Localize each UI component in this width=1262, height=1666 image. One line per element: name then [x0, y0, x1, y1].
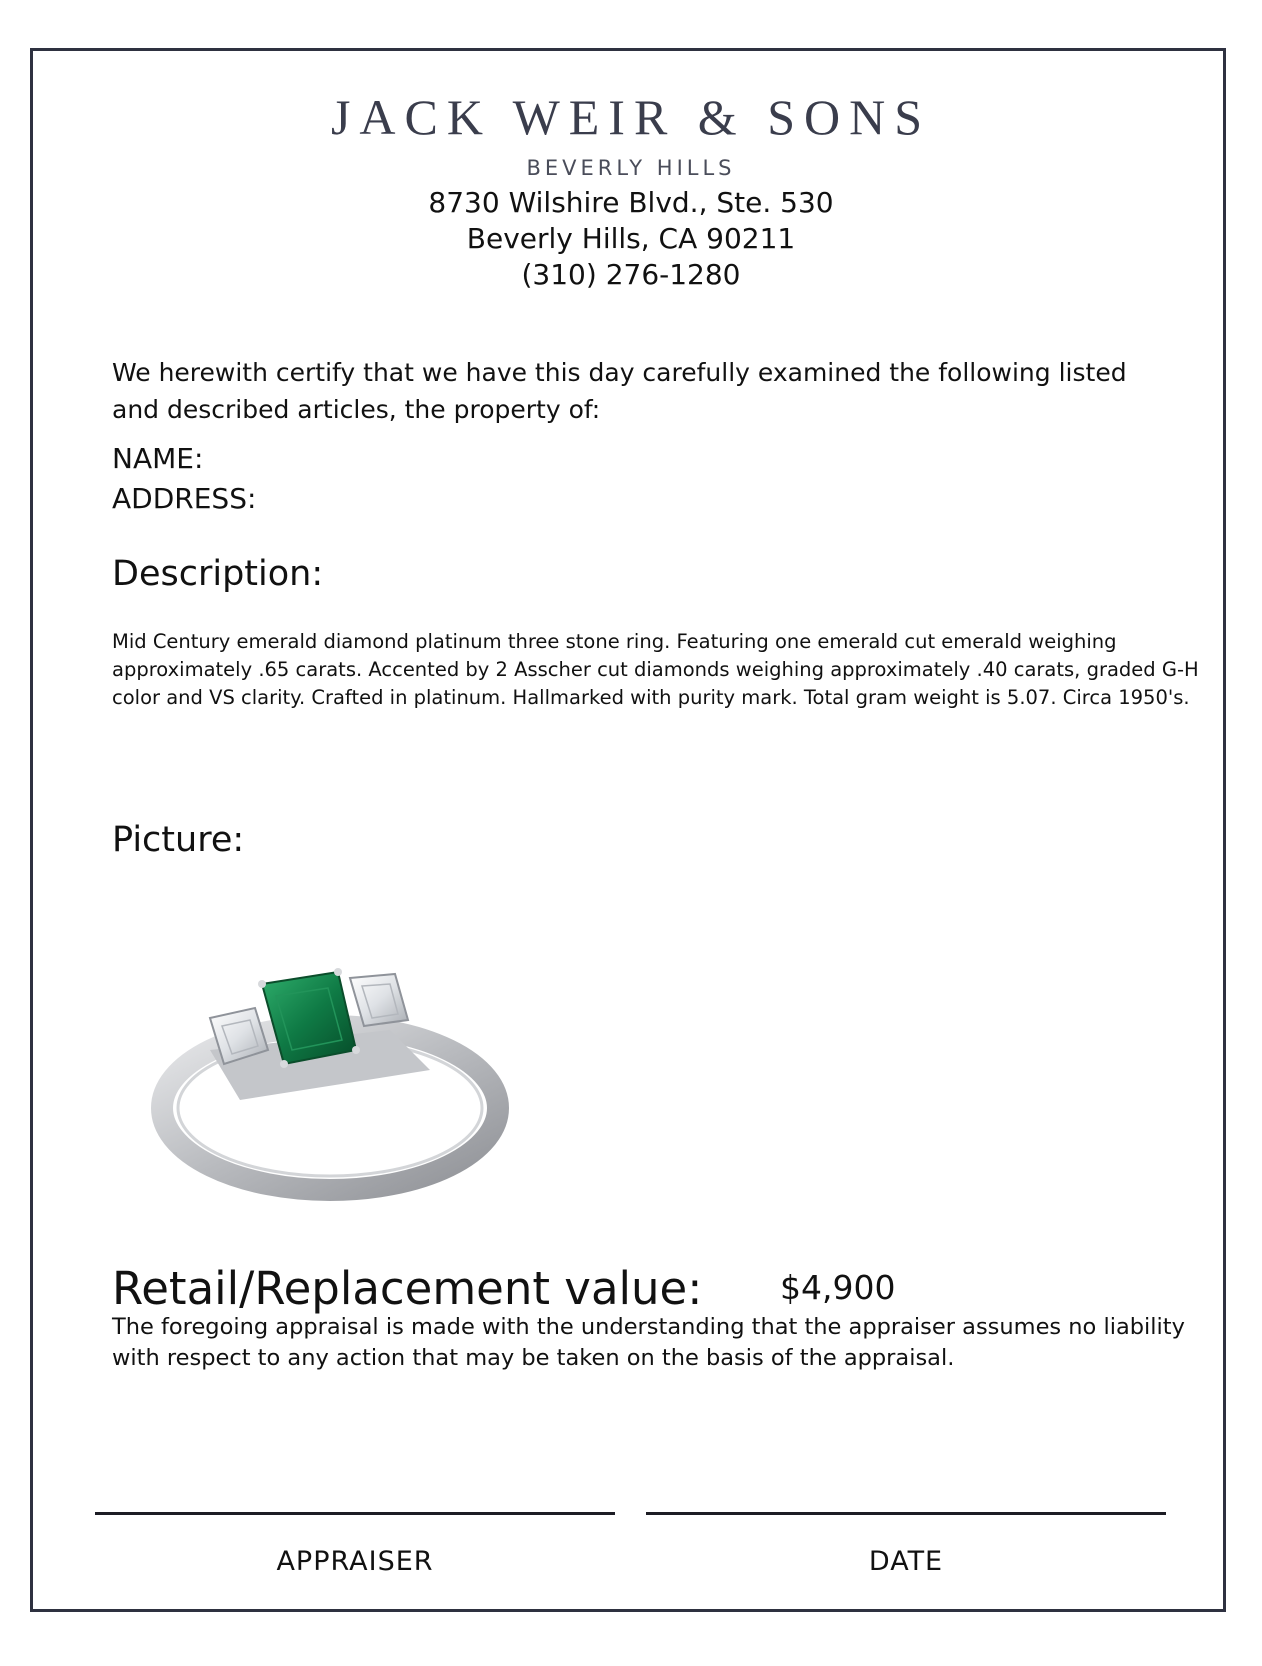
emerald-diamond-ring-icon	[150, 940, 530, 1210]
description-text: Mid Century emerald diamond platinum three stone ring. Featuring one emerald cut emerald weighing approximately .65 carats. Accented by 2 Asscher cut diamonds weighing approximately .40 carats, graded G-H color and VS clarity. Crafted in platinum. Hallmarked with purity mark. Total gram weight is 5.07. Circa 1950's.	[112, 630, 1199, 709]
appraiser-label: APPRAISER	[276, 1546, 434, 1577]
appraiser-signature-line	[95, 1512, 615, 1515]
disclaimer-text: The foregoing appraisal is made with the understanding that the appraiser assumes no liability with respect to any action that may be taken on the basis of the appraisal.	[112, 1314, 1185, 1371]
address-line-2: Beverly Hills, CA 90211	[466, 222, 796, 255]
date-label: DATE	[868, 1546, 944, 1577]
name-label: NAME:	[112, 442, 204, 475]
valuation-label: Retail/Replacement value:	[112, 1262, 703, 1315]
phone-number: (310) 276-1280	[521, 258, 741, 291]
brand-name: JACK WEIR & SONS	[330, 89, 932, 145]
address-line-1: 8730 Wilshire Blvd., Ste. 530	[428, 186, 834, 219]
address-label: ADDRESS:	[112, 482, 257, 515]
picture-heading: Picture:	[112, 820, 245, 860]
ring-photo	[150, 940, 530, 1210]
valuation-amount: $4,900	[780, 1268, 896, 1307]
certification-statement: We herewith certify that we have this day carefully examined the following listed and described articles, the property of:	[112, 358, 1127, 424]
description-heading: Description:	[112, 554, 324, 594]
date-signature-line	[646, 1512, 1166, 1515]
brand-location: BEVERLY HILLS	[526, 156, 736, 180]
